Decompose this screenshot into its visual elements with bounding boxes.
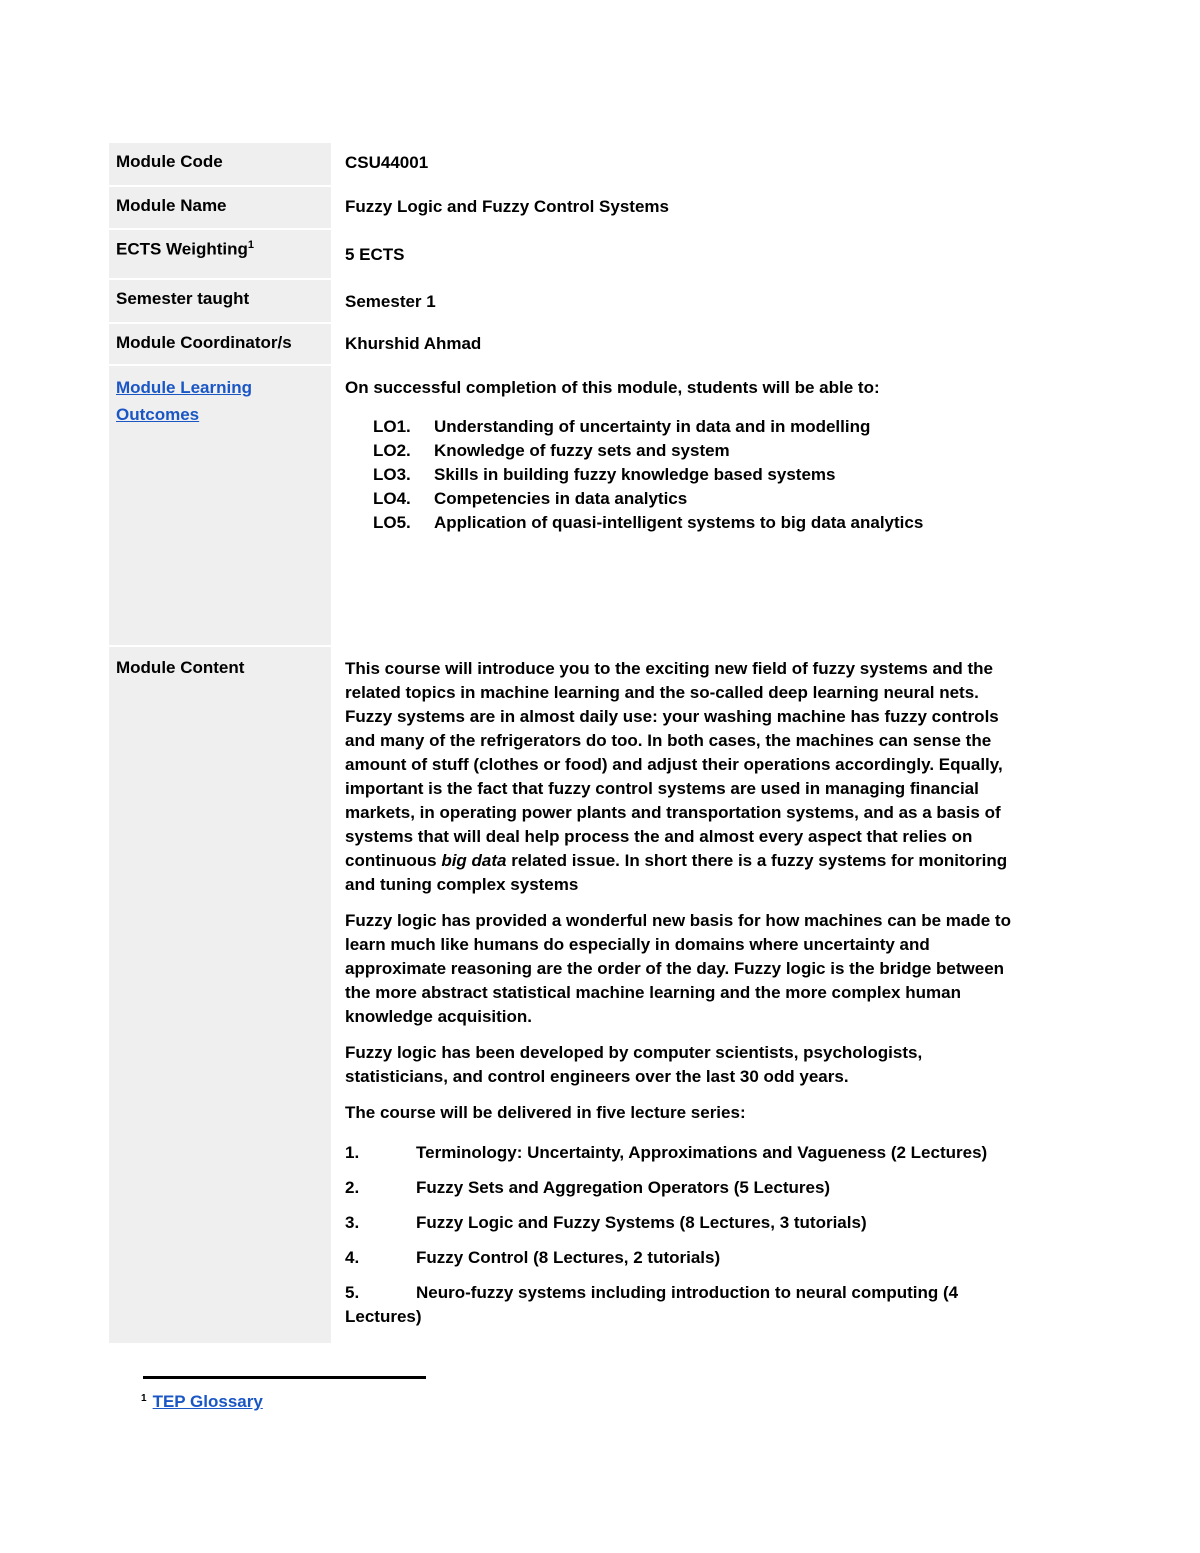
footnote-mark: 1 <box>141 1393 147 1404</box>
series-num: 5. <box>345 1283 360 1302</box>
row-learning-outcomes <box>109 365 1032 646</box>
outcome-item <box>373 463 1032 487</box>
outcome-item <box>373 439 1032 463</box>
module-table <box>109 143 1032 1345</box>
module-code-label: Module Code <box>109 143 332 186</box>
ects-label-text: ECTS Weighting <box>116 239 248 259</box>
series-num: 4. <box>345 1248 360 1267</box>
tep-glossary-link[interactable]: TEP Glossary <box>152 1392 263 1411</box>
ects-label <box>109 229 332 279</box>
outcome-item <box>373 487 1032 511</box>
footnote-ref[interactable]: 1 <box>247 239 255 251</box>
content-p1-italic: big data <box>441 851 507 870</box>
outcome-text: Knowledge of fuzzy sets and system <box>434 441 730 460</box>
learning-outcomes-value <box>332 365 1032 646</box>
outcome-num: LO3. <box>373 465 411 484</box>
row-semester <box>109 279 1032 323</box>
outcome-text: Understanding of uncertainty in data and in modelling <box>434 417 871 436</box>
series-num: 1. <box>345 1143 360 1162</box>
series-item <box>345 1211 1005 1235</box>
module-content-value <box>332 646 1032 1344</box>
outcome-num: LO1. <box>373 417 411 436</box>
learning-outcomes-link[interactable] <box>116 374 252 428</box>
learning-outcomes-link-line2: Outcomes <box>116 405 200 424</box>
module-content-label: Module Content <box>109 646 332 1344</box>
outcome-text: Skills in building fuzzy knowledge based systems <box>434 465 836 484</box>
series-text: Neuro-fuzzy systems including introduction to neural computing (4 Lectures) <box>345 1283 959 1326</box>
outcome-num: LO2. <box>373 441 411 460</box>
learning-outcomes-label <box>109 365 332 646</box>
outcome-text: Competencies in data analytics <box>434 489 688 508</box>
series-text: Fuzzy Logic and Fuzzy Systems (8 Lectures, 3 tutorials) <box>416 1213 867 1232</box>
footnote-separator <box>143 1376 426 1379</box>
series-text: Fuzzy Sets and Aggregation Operators (5 Lectures) <box>416 1178 831 1197</box>
series-item <box>345 1176 1005 1200</box>
content-p1-start: This course will introduce you to the exciting new field of fuzzy systems and the related topics in machine learning and the so-called deep learning neural nets. Fuzzy systems are in almost daily use: your washing machine has fuzzy controls and many of the refrigerators do too. In both cases, the machines can sense the amount of stuff (clothes or food) and adjust their operations accordingly. Equally, important is the fact that fuzzy control systems are used in managing financial markets, in operating power plants and transportation systems, and as a basis of systems that will deal help process the and almost every aspect that relies on continuous <box>345 659 1003 870</box>
series-text: Fuzzy Control (8 Lectures, 2 tutorials) <box>416 1248 721 1267</box>
outcomes-intro: On successful completion of this module, students will be able to: <box>345 378 880 397</box>
outcomes-list <box>373 415 1032 535</box>
learning-outcomes-link-line1: Module Learning <box>116 378 252 397</box>
series-num: 3. <box>345 1213 360 1232</box>
module-name-label: Module Name <box>109 186 332 229</box>
module-name-value: Fuzzy Logic and Fuzzy Control Systems <box>332 186 1032 229</box>
coordinator-value: Khurshid Ahmad <box>332 323 1032 365</box>
series-item <box>345 1246 1005 1270</box>
outcome-num: LO4. <box>373 489 411 508</box>
row-module-code <box>109 143 1032 186</box>
series-item <box>345 1281 1005 1329</box>
semester-label: Semester taught <box>109 279 332 323</box>
semester-value: Semester 1 <box>332 279 1032 323</box>
series-item <box>345 1141 1005 1165</box>
module-code-value: CSU44001 <box>332 143 1032 186</box>
ects-value-text: 5 ECTS <box>345 245 405 264</box>
outcome-num: LO5. <box>373 513 411 532</box>
ects-value <box>332 229 1032 279</box>
series-text: Terminology: Uncertainty, Approximations and Vagueness (2 Lectures) <box>416 1143 988 1162</box>
series-num: 2. <box>345 1178 360 1197</box>
outcome-item <box>373 415 1032 439</box>
coordinator-label: Module Coordinator/s <box>109 323 332 365</box>
content-paragraph-3: Fuzzy logic has been developed by computer scientists, psychologists, statisticians, and control engineers over the last 30 odd years. <box>345 1043 923 1086</box>
outcome-text: Application of quasi-intelligent systems to big data analytics <box>434 513 924 532</box>
content-paragraph-2: Fuzzy logic has provided a wonderful new basis for how machines can be made to learn much like humans do especially in domains where uncertainty and approximate reasoning are the order of the day. Fuzzy logic is the bridge between the more abstract statistical machine learning and the more complex human knowledge acquisition. <box>345 911 1011 1026</box>
row-coordinator <box>109 323 1032 365</box>
lecture-series-list <box>345 1141 1005 1329</box>
content-paragraph-4: The course will be delivered in five lecture series: <box>345 1103 746 1122</box>
footnote <box>141 1388 263 1415</box>
row-module-content <box>109 646 1032 1344</box>
outcome-item <box>373 511 1032 535</box>
content-p1-end: related issue. In short there is a fuzzy systems for monitoring and tuning complex systems <box>345 851 1008 894</box>
content-paragraph-1 <box>345 657 1025 897</box>
row-ects <box>109 229 1032 279</box>
row-module-name <box>109 186 1032 229</box>
